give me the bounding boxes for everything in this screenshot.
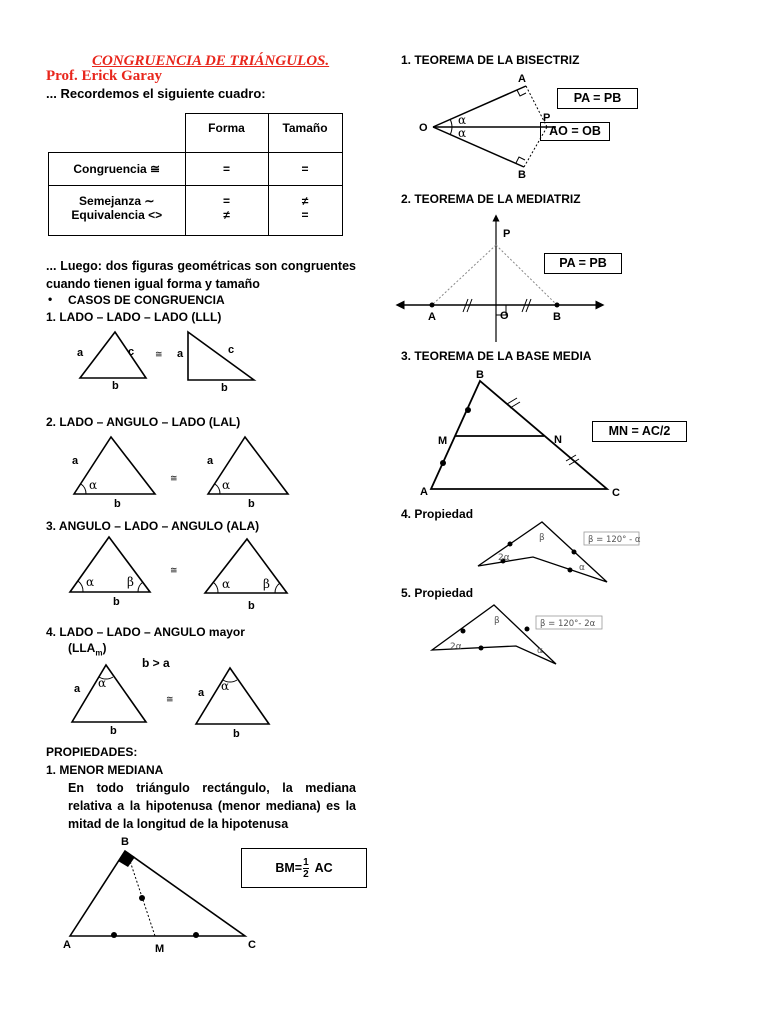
side-label: a xyxy=(72,455,79,467)
prop4-formula: β = 120° - α xyxy=(588,535,641,545)
side-label: a xyxy=(77,347,84,359)
side-label: b xyxy=(221,382,228,394)
ala-triangle-2 xyxy=(205,539,287,612)
angle-alpha: α xyxy=(458,126,467,140)
angle-alpha: α xyxy=(221,679,230,693)
row-label-equivalencia: Equivalencia <> xyxy=(49,208,186,236)
cell-forma: ≠ xyxy=(185,208,268,236)
angle-alpha: α xyxy=(222,577,231,591)
side-label: a xyxy=(177,348,184,360)
caso-llam-title: 4. LADO – LADO – ANGULO mayor xyxy=(46,625,245,639)
bisectriz-box-ao-ob: AO = OB xyxy=(540,122,610,141)
vertex-label: O xyxy=(500,310,509,322)
llam-condition: b > a xyxy=(142,656,170,670)
col-forma: Forma xyxy=(185,114,268,153)
side-label: b xyxy=(114,498,121,510)
side-label: a xyxy=(74,683,81,695)
vertex-label: C xyxy=(612,487,620,499)
angle-alpha: α xyxy=(98,676,107,690)
caso-ala-title: 3. ANGULO – LADO – ANGULO (ALA) xyxy=(46,519,260,533)
vertex-label: M xyxy=(438,435,448,447)
menor-mediana-figure xyxy=(63,836,256,955)
side-label: b xyxy=(110,725,117,737)
propiedades-heading: PROPIEDADES: xyxy=(46,745,138,759)
side-label: b xyxy=(248,600,255,612)
col-tamano: Tamaño xyxy=(268,114,342,153)
bisectriz-figure xyxy=(419,73,556,181)
vertex-label: A xyxy=(63,939,71,951)
propiedad-4-figure xyxy=(478,522,641,582)
caso-llam-subtitle: $(LLA_m)$ xyxy=(68,641,107,658)
side-label: a xyxy=(198,687,205,699)
propiedad-5-figure xyxy=(432,605,602,664)
menor-mediana-title: 1. MENOR MEDIANA xyxy=(46,763,164,777)
angle-beta: β xyxy=(539,533,545,543)
angle-alpha: α xyxy=(222,478,231,492)
ala-triangle-1 xyxy=(70,537,150,608)
congruent-symbol: ≅ xyxy=(170,474,178,484)
base-media-box: MN = AC/2 xyxy=(592,421,687,442)
side-label: c xyxy=(228,344,235,356)
vertex-label: A xyxy=(518,73,526,85)
page-title: CONGRUENCIA DE TRIÁNGULOS. xyxy=(92,53,330,69)
bullet: • xyxy=(48,292,53,306)
side-label: b xyxy=(113,596,120,608)
llam-triangle-2 xyxy=(196,668,269,740)
congruent-symbol: ≅ xyxy=(155,350,163,360)
vertex-label: B xyxy=(518,169,526,181)
vertex-label: A xyxy=(420,486,428,498)
formula-bm-box: BM= $\frac{1}{2}$ AC xyxy=(241,848,367,888)
angle-2alpha: 2α xyxy=(498,553,510,563)
propiedad-5-title: 5. Propiedad xyxy=(401,586,474,600)
vertex-label: B xyxy=(476,369,484,381)
conclusion-text: ... Luego: dos figuras geométricas son congruentes cuando tienen igual forma y tamaño xyxy=(46,259,356,291)
teorema-mediatriz-title: 2. TEOREMA DE LA MEDIATRIZ xyxy=(401,192,581,206)
vertex-label: A xyxy=(428,311,436,323)
caso-lal-title: 2. LADO – ANGULO – LADO (LAL) xyxy=(46,415,241,429)
angle-alpha: α xyxy=(458,113,467,127)
menor-mediana-text: En todo triángulo rectángulo, la mediana relativa a la hipotenusa (menor mediana) es la mitad de la longitud de la hipotenusa xyxy=(68,781,356,831)
vertex-label: C xyxy=(248,939,256,951)
angle-beta: β xyxy=(127,575,134,589)
cell-forma: = xyxy=(185,186,268,208)
lll-triangle-2 xyxy=(177,332,254,394)
row-label-congruencia: Congruencia ≅ xyxy=(49,153,186,186)
cell-tamano: ≠ xyxy=(268,186,342,208)
vertex-label: M xyxy=(155,943,165,955)
base-media-figure xyxy=(420,369,620,499)
mediatriz-figure xyxy=(400,218,600,342)
author: Prof. Erick Garay xyxy=(46,68,162,84)
angle-alpha: α xyxy=(86,575,95,589)
angle-2alpha: 2α xyxy=(450,642,462,652)
angle-beta: β xyxy=(494,616,500,626)
lal-triangle-2 xyxy=(207,437,288,510)
llam-triangle-1 xyxy=(72,665,146,737)
lal-triangle-1 xyxy=(72,437,155,510)
caso-lll-title: 1. LADO – LADO – LADO (LLL) xyxy=(46,310,222,324)
lll-triangle-1 xyxy=(77,332,146,392)
angle-alpha: α xyxy=(89,478,98,492)
vertex-label: P xyxy=(543,112,551,124)
vertex-label: O xyxy=(419,122,428,134)
row-label-semejanza: Semejanza ∼ xyxy=(49,186,186,208)
vertex-label: B xyxy=(553,311,561,323)
vertex-label: B xyxy=(121,836,129,848)
cell-tamano: = xyxy=(268,153,342,186)
mediatriz-box: PA = PB xyxy=(544,253,622,274)
teorema-base-media-title: 3. TEOREMA DE LA BASE MEDIA xyxy=(401,349,592,363)
vertex-label: N xyxy=(554,434,562,446)
congruent-symbol: ≅ xyxy=(166,695,174,705)
prop5-formula: β = 120°- 2α xyxy=(540,619,596,629)
casos-heading: CASOS DE CONGRUENCIA xyxy=(68,293,225,307)
intro-text: ... Recordemos el siguiente cuadro: xyxy=(46,86,266,101)
side-label: b xyxy=(233,728,240,740)
cell-tamano: = xyxy=(268,208,342,236)
angle-beta: β xyxy=(263,577,270,591)
congruent-symbol: ≅ xyxy=(170,566,178,576)
cell-forma: = xyxy=(185,153,268,186)
teorema-bisectriz-title: 1. TEOREMA DE LA BISECTRIZ xyxy=(401,53,580,67)
vertex-label: P xyxy=(503,228,511,240)
side-label: b xyxy=(112,380,119,392)
side-label: b xyxy=(248,498,255,510)
side-label: c xyxy=(128,346,135,358)
propiedad-4-title: 4. Propiedad xyxy=(401,507,474,521)
bisectriz-box-pa-pb: PA = PB xyxy=(557,88,638,109)
side-label: a xyxy=(207,455,214,467)
angle-alpha: α xyxy=(537,646,543,656)
angle-alpha: α xyxy=(579,563,585,573)
